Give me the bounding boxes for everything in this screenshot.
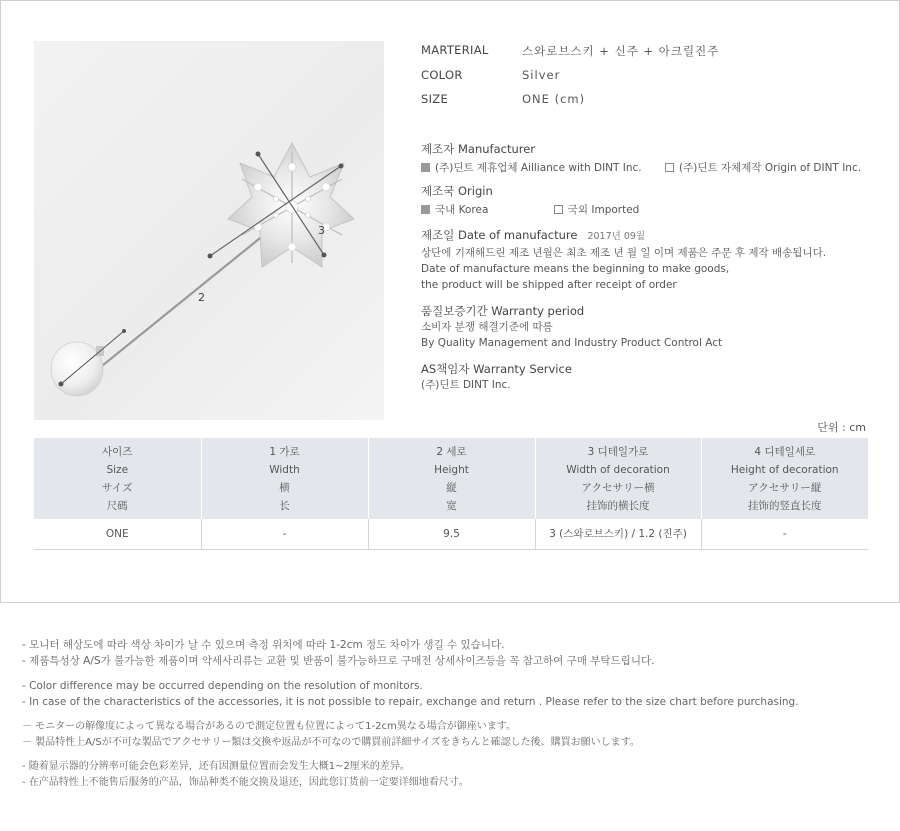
warranty-title: 품질보증기간 Warranty period	[421, 304, 585, 318]
brooch-illustration	[34, 41, 384, 420]
cell-decoration-height: -	[701, 519, 868, 549]
cell-size: ONE	[34, 519, 201, 549]
origin-section	[421, 183, 639, 217]
manufacturer-section	[421, 141, 861, 175]
warranty-note-en: By Quality Management and Industry Product Control Act	[421, 337, 723, 349]
notes-english: - Color difference may be occurred depending on the resolution of monitors. - In case of the characteristics of the accessories, it is not possible to repair, exchange and return . Please refer to the size chart before purchasing.	[22, 680, 799, 708]
unchecked-box-icon	[554, 205, 563, 214]
unchecked-box-icon	[665, 163, 674, 172]
label-2: 2	[198, 291, 205, 304]
color-value: Silver	[522, 68, 561, 82]
notes-korean: - 모니터 해상도에 따라 색상 차이가 날 수 있으며 측정 위치에 따라 1-2cm 정도 차이가 생길 수 있습니다. - 제품특성상 A/S가 불가능한 제품이며 악세사리류는 교환 및 반품이 불가능하므로 구매전 상세사이즈등을 꼭 참고하여 구매 부탁드립니다.	[22, 639, 655, 667]
material-value: 스와로브스키 + 신주 + 아크릴진주	[522, 44, 720, 58]
header-height: 2 세로 Height 縦 宽	[368, 438, 535, 519]
date-value: 2017년 09월	[587, 231, 646, 242]
size-value: ONE (cm)	[522, 92, 586, 106]
origin-title: 제조국 Origin	[421, 184, 493, 198]
date-section	[421, 227, 826, 293]
origin-option-korea: 국내 Korea	[421, 202, 488, 217]
header-size: 사이즈 Size サイズ 尺碼	[34, 438, 201, 519]
date-title: 제조일 Date of manufacture	[421, 228, 578, 242]
header-decoration-width: 3 디테일가로 Width of decoration アクセサリー横 挂饰的横长度	[535, 438, 701, 519]
origin-option-imported: 국외 Imported	[554, 202, 640, 217]
color-label: COLOR	[421, 68, 463, 82]
date-note-en-2: the product will be shipped after receipt of order	[421, 279, 677, 291]
size-label: SIZE	[421, 92, 449, 106]
date-note-en-1: Date of manufacture means the beginning to make goods,	[421, 263, 730, 275]
notes-chinese: - 随着显示器的分辨率可能会色彩差异，还有因测量位置而会发生大概1~2厘米的差异。 - 在产品特性上不能售后服务的产品，饰品种类不能交换及退还，因此您订货前一定要详细地看尺寸。	[22, 761, 469, 788]
manufacturer-title: 제조자 Manufacturer	[421, 142, 536, 156]
label-3: 3	[318, 224, 325, 237]
manufacturer-option-alliance: (주)딘트 제휴업체 Ailliance with DINT Inc.	[421, 160, 642, 175]
notes-japanese: － モニターの解像度によって異なる場合があるので測定位置も位置によって1-2cm異なる場合が御座います。 － 製品特性上A/Sが不可な製品でアクセサリー類は交換や返品が不可なので購買前詳細サイズをきちんと確認した後、購買お願いします。	[22, 721, 640, 748]
date-note-ko: 상단에 기재해드린 제조 년월은 최초 제조 년 월 일 이며 제품은 주문 후 제작 배송됩니다.	[421, 247, 827, 259]
pearl	[51, 342, 103, 396]
service-company: (주)딘트 DINT Inc.	[421, 379, 511, 391]
unit-label: 단위 : cm	[817, 421, 866, 434]
cell-decoration-width: 3 (스와로브스키) / 1.2 (진주)	[535, 519, 701, 549]
table-row	[34, 519, 868, 549]
warranty-note-ko: 소비자 분쟁 해결기준에 따름	[421, 321, 553, 333]
size-table	[34, 438, 868, 550]
header-width: 1 가로 Width 横 长	[201, 438, 368, 519]
material-label: MARTERIAL	[421, 43, 489, 57]
manufacturer-option-origin: (주)딘트 자체제작 Origin of DINT Inc.	[665, 160, 861, 175]
cell-width: -	[201, 519, 368, 549]
checked-box-icon	[421, 205, 430, 214]
checked-box-icon	[421, 163, 430, 172]
size-table-header	[34, 438, 868, 519]
product-photo	[34, 41, 384, 420]
service-section	[421, 361, 572, 393]
warranty-section	[421, 303, 722, 351]
header-decoration-height: 4 디테일세로 Height of decoration アクセサリー縦 挂饰的竖直长度	[701, 438, 868, 519]
cell-height: 9.5	[368, 519, 535, 549]
service-title: AS책임자 Warranty Service	[421, 362, 572, 376]
